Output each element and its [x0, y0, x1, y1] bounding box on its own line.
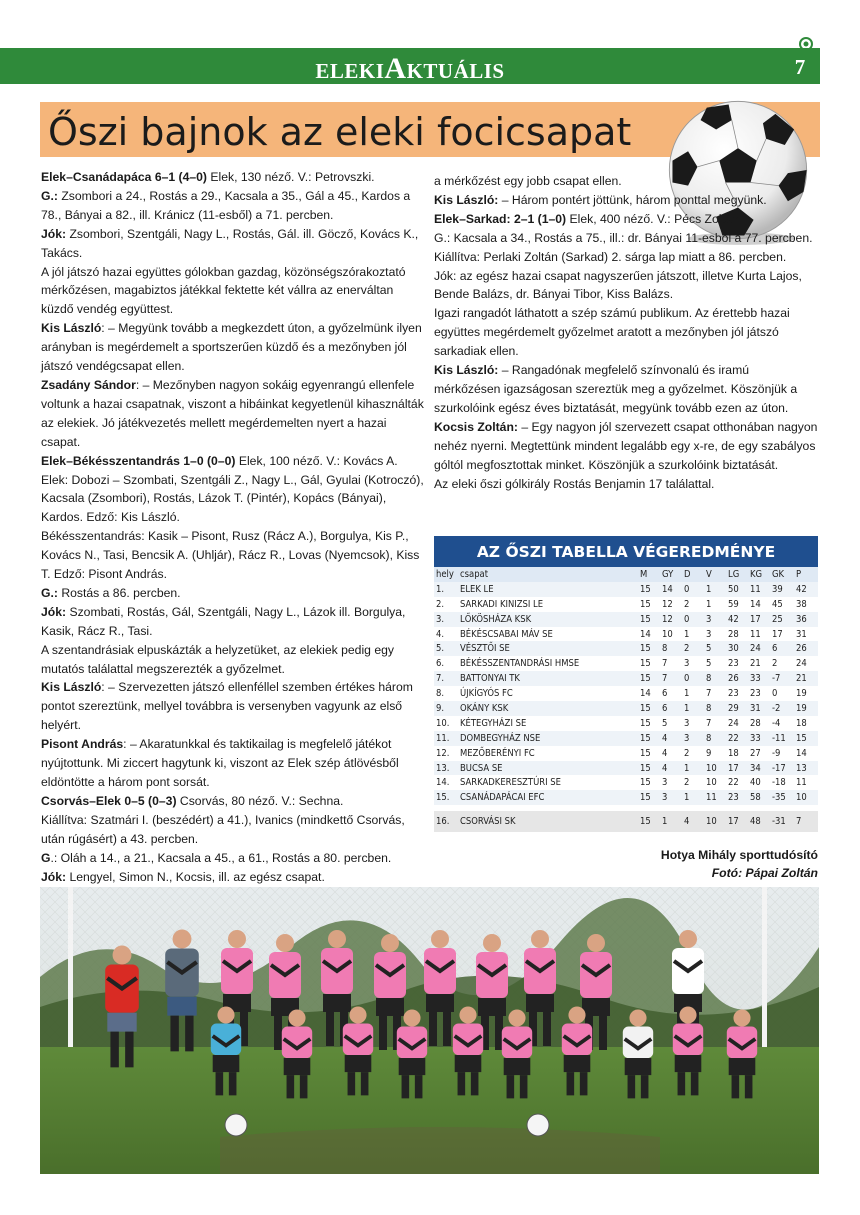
table-cell: 33 [750, 732, 761, 744]
table-cell: 40 [750, 777, 761, 789]
table-cell: 22 [728, 732, 739, 744]
bold-run: Jók: [41, 226, 67, 241]
text-run: Lengyel, Simon N., Kocsis, ill. az egész csapat. [66, 869, 325, 884]
text-run: – Rangadónak megfelelő színvonalú és iramú mérkőzésen igazságosan szereztük meg a győzelmet. Köszönjük a szurkolóink egész éves biztatását, megyünk tovább ezen az úton. [434, 363, 798, 415]
text-run: Elek: Dobozi – Szombati, Szentgáli Z., Nagy L., Gál, Gyulai (Kotroczó), Kacsala (Zsombori), Rostás, Lázok T. (Pintér), Kopács (Bányai), Kardos. Edző: Kis László. [41, 472, 424, 525]
paragraph [434, 248, 818, 267]
column-header: P [796, 568, 802, 580]
paragraph [41, 868, 426, 887]
column-header: M [640, 568, 648, 580]
table-cell: 4 [684, 816, 690, 828]
table-cell: 14 [796, 747, 807, 759]
bold-run: G.: [41, 188, 58, 203]
table-cell: 8. [436, 688, 445, 700]
table-cell: 3 [662, 792, 668, 804]
table-cell: 29 [728, 702, 739, 714]
table-cell: 4 [662, 747, 668, 759]
table-cell: 42 [728, 613, 739, 625]
paragraph [41, 263, 426, 320]
table-cell: 28 [728, 628, 739, 640]
standings-table [434, 536, 818, 832]
table-cell: 18 [796, 717, 807, 729]
table-cell: 25 [772, 613, 783, 625]
table-cell: 1 [662, 816, 668, 828]
table-cell: LŐKÖSHÁZA KSK [460, 613, 532, 625]
table-cell: 2. [436, 598, 445, 610]
table-cell: 12 [662, 598, 673, 610]
table-cell: -35 [772, 792, 786, 804]
table-cell: 0 [684, 673, 690, 685]
table-cell: 45 [772, 598, 783, 610]
text-run: Igazi rangadót láthatott a szép számú publikum. Az érettebb hazai együttes megérdemelt győzelmet aratott a mezőnyben jól játszó sarkadiak ellen. [434, 306, 790, 359]
table-cell: 3 [706, 628, 712, 640]
text-run: Elek, 130 néző. V.: Petrovszki. [207, 170, 375, 184]
table-cell: 2 [684, 643, 690, 655]
bold-run: Kis László [41, 680, 102, 695]
standings-grid [434, 567, 818, 832]
table-cell: 7 [662, 673, 668, 685]
table-cell: -2 [772, 702, 781, 714]
table-cell: 24 [728, 717, 739, 729]
paragraph [434, 361, 818, 418]
table-cell: 1. [436, 583, 445, 595]
text-run: – Egy nagyon jól szervezett csapat otthonában nagyon nehéz nyerni. Megtettünk mindent legalább egy x-re, de egy szabályos góltól megfosztottak minket. Köszönjük a szurkolóink biztatását. [434, 419, 818, 472]
table-cell: 15 [640, 747, 651, 759]
table-row [434, 731, 818, 746]
table-cell: 26 [728, 673, 739, 685]
paragraph [41, 225, 426, 263]
table-row [434, 701, 818, 716]
table-cell: 10. [436, 717, 450, 729]
table-cell: 23 [750, 688, 761, 700]
text-run: Jók: az egész hazai csapat nagyszerűen játszott, illetve Kurta Lajos, Bende Balázs, dr. Bányai Tibor, Kiss Balázs. [434, 268, 802, 302]
table-cell: 1 [706, 583, 712, 595]
table-cell: 18 [728, 747, 739, 759]
table-cell: 58 [750, 792, 761, 804]
column-header: LG [728, 568, 740, 580]
table-cell: 10 [796, 792, 807, 804]
table-row [434, 641, 818, 656]
bold-run: G [41, 850, 51, 865]
table-cell: 36 [796, 613, 807, 625]
table-cell: ELEK LE [460, 583, 494, 595]
text-run: : – Mezőnyben nagyon sokáig egyenrangú ellenfele voltunk a hazai csapatnak, viszont a hibáinkat kegyetlenül kihasználták az elekiek. Jó játékvezetés mellett megérdemelten nyert a hazai csapat. [41, 377, 424, 449]
paragraph [434, 418, 818, 475]
table-cell: 31 [750, 702, 761, 714]
paragraph [41, 735, 426, 792]
text-run: : – Akaratunkkal és taktikailag is megfelelő játékot nyújtottunk. Mi ziccert hagytunk ki, viszont az Elek szép átlövésből eldöntötte a három pont sorsát. [41, 737, 399, 789]
table-cell: 38 [796, 598, 807, 610]
table-cell: 5 [662, 717, 668, 729]
table-cell: -17 [772, 762, 786, 774]
table-cell: 19 [796, 688, 807, 700]
table-cell: 28 [750, 717, 761, 729]
table-cell: 7 [706, 688, 712, 700]
paragraph [41, 319, 426, 376]
table-cell: 11 [750, 628, 761, 640]
column-header: KG [750, 568, 763, 580]
table-cell: SARKADKERESZTÚRI SE [460, 777, 561, 789]
table-cell: 26 [796, 643, 807, 655]
table-cell: 1 [684, 688, 690, 700]
paragraph [41, 584, 426, 603]
table-cell: 6. [436, 658, 445, 670]
bold-run: Zsadány Sándor [41, 377, 136, 392]
table-row [434, 761, 818, 776]
table-cell: 21 [750, 658, 761, 670]
table-cell: ÚJKÍGYÓS FC [460, 688, 513, 700]
table-cell: 15. [436, 792, 450, 804]
column-header: D [684, 568, 691, 580]
table-cell: DOMBEGYHÁZ NSE [460, 732, 541, 744]
paragraph [41, 849, 426, 868]
table-cell: 9 [706, 747, 712, 759]
paragraph [41, 452, 426, 471]
article-title: Őszi bajnok az eleki focicsapat [48, 110, 632, 154]
standings-title: AZ ŐSZI TABELLA VÉGEREDMÉNYE [434, 536, 818, 567]
table-cell: VÉSZTŐI SE [460, 643, 510, 655]
text-run: – Három pontért jöttünk, három ponttal megyünk. [498, 192, 767, 207]
table-cell: 15 [640, 583, 651, 595]
article-column-left [41, 168, 426, 962]
paragraph [434, 229, 818, 248]
table-cell: 15 [640, 613, 651, 625]
table-cell: BUCSA SE [460, 762, 503, 774]
team-photo [40, 887, 819, 1174]
table-cell: 7 [662, 658, 668, 670]
table-row [434, 671, 818, 686]
paragraph [41, 187, 426, 225]
table-cell: 19 [796, 702, 807, 714]
table-cell: 8 [706, 702, 712, 714]
table-cell: 21 [796, 673, 807, 685]
text-run: A szentandrásiak elpuskázták a helyzetüket, az elekiek pedig egy mutatós találattal megszerezték a győzelmet. [41, 642, 394, 676]
column-header: GY [662, 568, 674, 580]
text-run: Békésszentandrás: Kasik – Pisont, Rusz (Rácz A.), Borgulya, Kis P., Kovács N., Tasi, Bencsik A. (Uhljár), Rácz R., Lovas (Nyemcsok), Kiss T. Edző: Pisont András. [41, 529, 420, 582]
table-cell: SARKADI KINIZSI LE [460, 598, 544, 610]
table-row [434, 612, 818, 627]
table-cell: 31 [796, 628, 807, 640]
text-run: Csorvás, 80 néző. V.: Sechna. [176, 793, 344, 808]
text-run: Rostás a 86. percben. [57, 585, 181, 600]
table-cell: 13. [436, 762, 450, 774]
table-cell: 10 [706, 762, 717, 774]
table-cell: 11 [750, 583, 761, 595]
bold-run: Elek–Sarkad: 2–1 (1–0) [434, 211, 567, 226]
table-cell: 3 [662, 777, 668, 789]
photo-credit: Fotó: Pápai Zoltán [711, 866, 818, 880]
text-run: Kiállítva: Perlaki Zoltán (Sarkad) 2. sárga lap miatt a 86. percben. [434, 249, 787, 264]
table-row [434, 656, 818, 671]
table-cell: 15 [640, 658, 651, 670]
table-cell: 14. [436, 777, 450, 789]
paragraph [41, 527, 426, 584]
bold-run: G.: [41, 585, 58, 600]
table-row [434, 627, 818, 642]
table-cell: 34 [750, 762, 761, 774]
paragraph [41, 678, 426, 735]
paragraph [41, 641, 426, 679]
page-number: 7 [794, 55, 806, 79]
table-cell: 24 [796, 658, 807, 670]
table-cell: 14 [662, 583, 673, 595]
table-cell: 15 [640, 717, 651, 729]
table-cell: 6 [662, 688, 668, 700]
text-run: G.: Kacsala a 34., Rostás a 75., ill.: dr. Bányai 11-esből a 77. percben. [434, 230, 813, 245]
table-cell: 3. [436, 613, 445, 625]
table-cell: 13 [796, 762, 807, 774]
table-cell: 1 [684, 792, 690, 804]
text-run: .: Oláh a 14., a 21., Kacsala a 45., a 61., Rostás a 80. percben. [50, 850, 392, 865]
table-cell: 2 [684, 598, 690, 610]
table-cell: 10 [662, 628, 673, 640]
table-cell: 15 [640, 598, 651, 610]
table-cell: 15 [640, 732, 651, 744]
table-cell: 24 [750, 643, 761, 655]
table-cell: 30 [728, 643, 739, 655]
table-cell: 15 [796, 732, 807, 744]
table-row [434, 811, 818, 832]
table-cell: 8 [662, 643, 668, 655]
table-cell: -31 [772, 816, 786, 828]
table-cell: 17 [728, 762, 739, 774]
paragraph [41, 792, 426, 811]
table-cell: 1 [706, 598, 712, 610]
text-run: A jól játszó hazai együttes gólokban gazdag, közönségszórakoztató mérkőzésen, magabiztos játékkal fektette két vállra az enerváltan küzdő vendég együttest. [41, 264, 406, 317]
table-cell: 39 [772, 583, 783, 595]
bold-run: Jók: [41, 604, 67, 619]
article-column-right [434, 172, 818, 493]
paragraph [434, 210, 818, 229]
table-cell: OKÁNY KSK [460, 702, 509, 714]
table-cell: 22 [728, 777, 739, 789]
table-row [434, 686, 818, 701]
table-cell: 7 [706, 717, 712, 729]
table-cell: 6 [662, 702, 668, 714]
table-cell: 3 [684, 658, 690, 670]
paragraph [434, 304, 818, 361]
text-run: Elek, 400 néző. V.: Pécs Zoltán [566, 211, 739, 226]
column-header: hely [436, 568, 454, 580]
table-cell: 27 [750, 747, 761, 759]
bold-run: Csorvás–Elek 0–5 (0–3) [41, 793, 177, 808]
table-cell: 0 [684, 613, 690, 625]
table-cell: 6 [772, 643, 778, 655]
table-cell: KÉTEGYHÁZI SE [460, 717, 527, 729]
table-cell: 12 [662, 613, 673, 625]
table-cell: 48 [750, 816, 761, 828]
table-cell: 10 [706, 777, 717, 789]
text-run: Kiállítva: Szatmári I. (beszédért) a 41.), Ivanics (mindkettő Csorvás, után rúgásért) a 43. percben. [41, 812, 405, 846]
paragraph [434, 191, 818, 210]
table-cell: 23 [728, 792, 739, 804]
table-cell: 14 [640, 688, 651, 700]
table-cell: -4 [772, 717, 781, 729]
table-cell: CSANÁDAPÁCAI EFC [460, 792, 545, 804]
text-run: : – Szervezetten játszó ellenféllel szemben értékes három pontot szereztünk, mellyel továbbra is versenyben vagyunk az első helyért. [41, 680, 413, 733]
table-cell: 15 [640, 792, 651, 804]
table-cell: 2 [684, 777, 690, 789]
paragraph [41, 603, 426, 641]
text-run: Zsombori a 24., Rostás a 29., Kacsala a 35., Gál a 45., Kardos a 78., Bányai a 82., ill. Kránicz (11-esből) a 71. percben. [41, 188, 411, 222]
table-cell: 3 [684, 717, 690, 729]
table-cell: 8 [706, 673, 712, 685]
table-cell: -7 [772, 673, 781, 685]
table-cell: 15 [640, 673, 651, 685]
table-cell: 15 [640, 762, 651, 774]
bold-run: Elek–Csanádapáca 6–1 (4–0) [41, 170, 207, 184]
paragraph [434, 267, 818, 305]
paragraph [41, 168, 426, 187]
table-row [434, 746, 818, 761]
table-cell: MEZŐBERÉNYI FC [460, 747, 535, 759]
table-cell: CSORVÁSI SK [460, 816, 516, 828]
table-cell: 12. [436, 747, 450, 759]
table-cell: 17 [772, 628, 783, 640]
table-cell: 15 [640, 702, 651, 714]
table-cell: 50 [728, 583, 739, 595]
table-cell: 3 [706, 613, 712, 625]
table-cell: 11 [706, 792, 717, 804]
table-cell: 7 [796, 816, 802, 828]
table-cell: 42 [796, 583, 807, 595]
table-cell: BÉKÉSSZENTANDRÁSI HMSE [460, 658, 580, 670]
table-cell: -18 [772, 777, 786, 789]
table-cell: 16. [436, 816, 450, 828]
table-cell: 8 [706, 732, 712, 744]
table-row [434, 582, 818, 597]
table-cell: 1 [684, 628, 690, 640]
table-cell: 0 [772, 688, 778, 700]
paragraph [41, 376, 426, 452]
text-run: Az eleki őszi gólkirály Rostás Benjamin 17 találattal. [434, 476, 715, 491]
table-cell: 33 [750, 673, 761, 685]
table-cell: 23 [728, 658, 739, 670]
table-cell: 23 [728, 688, 739, 700]
table-row [434, 716, 818, 731]
table-cell: 0 [684, 583, 690, 595]
table-cell: 17 [728, 816, 739, 828]
table-cell: 1 [684, 762, 690, 774]
bold-run: Kis László [41, 321, 102, 336]
table-cell: -9 [772, 747, 781, 759]
table-cell: 5 [706, 658, 712, 670]
table-cell: 9. [436, 702, 445, 714]
table-cell: -11 [772, 732, 786, 744]
column-header: GK [772, 568, 785, 580]
table-cell: 2 [772, 658, 778, 670]
table-row [434, 790, 818, 805]
text-run: a mérkőzést egy jobb csapat ellen. [434, 174, 622, 188]
paragraph [41, 811, 426, 849]
bold-run: Kocsis Zoltán: [434, 419, 518, 434]
table-cell: 15 [640, 816, 651, 828]
bold-run: Pisont András [41, 737, 124, 752]
table-cell: 59 [728, 598, 739, 610]
table-cell: 2 [684, 747, 690, 759]
table-row [434, 775, 818, 790]
table-cell: BÉKÉSCSABAI MÁV SE [460, 628, 553, 640]
bold-run: Kis László: [434, 192, 499, 207]
column-header: V [706, 568, 712, 580]
table-cell: 5 [706, 643, 712, 655]
column-header: csapat [460, 568, 489, 580]
table-cell: 11. [436, 732, 450, 744]
bold-run: Jók: [41, 869, 67, 884]
table-cell: 15 [640, 643, 651, 655]
table-header-row [434, 567, 818, 582]
table-cell: 4 [662, 762, 668, 774]
text-run: Elek, 100 néző. V.: Kovács A. [235, 453, 398, 468]
paragraph [434, 475, 818, 494]
table-cell: 14 [640, 628, 651, 640]
text-run: : – Megyünk tovább a megkezdett úton, a győzelmünk ilyen arányban is megérdemelt a sportszerűen küzdő és a mezőnyben jól játszó vendégcsapat ellen. [41, 321, 422, 374]
bold-run: Kis László: [434, 363, 499, 378]
table-cell: 11 [796, 777, 807, 789]
table-cell: 7. [436, 673, 445, 685]
text-run: Zsombori, Szentgáli, Nagy L., Rostás, Gál. ill. Göcző, Kovács K., Takács. [41, 226, 419, 260]
bold-run: Elek–Békésszentandrás 1–0 (0–0) [41, 453, 236, 468]
table-cell: 17 [750, 613, 761, 625]
paragraph [434, 172, 818, 191]
table-cell: 10 [706, 816, 717, 828]
table-cell: 4. [436, 628, 445, 640]
text-run: Szombati, Rostás, Gál, Szentgáli, Nagy L., Lázok ill. Borgulya, Kasik, Rácz R., Tasi. [41, 604, 406, 638]
table-cell: 14 [750, 598, 761, 610]
table-cell: 1 [684, 702, 690, 714]
magazine-title: ELEKIAKTUÁLIS [315, 52, 505, 85]
paragraph [41, 471, 426, 528]
table-cell: BATTONYAI TK [460, 673, 520, 685]
table-row [434, 597, 818, 612]
table-cell: 4 [662, 732, 668, 744]
author-credit: Hotya Mihály sporttudósító [660, 848, 818, 862]
table-cell: 5. [436, 643, 445, 655]
table-cell: 3 [684, 732, 690, 744]
table-cell: 15 [640, 777, 651, 789]
